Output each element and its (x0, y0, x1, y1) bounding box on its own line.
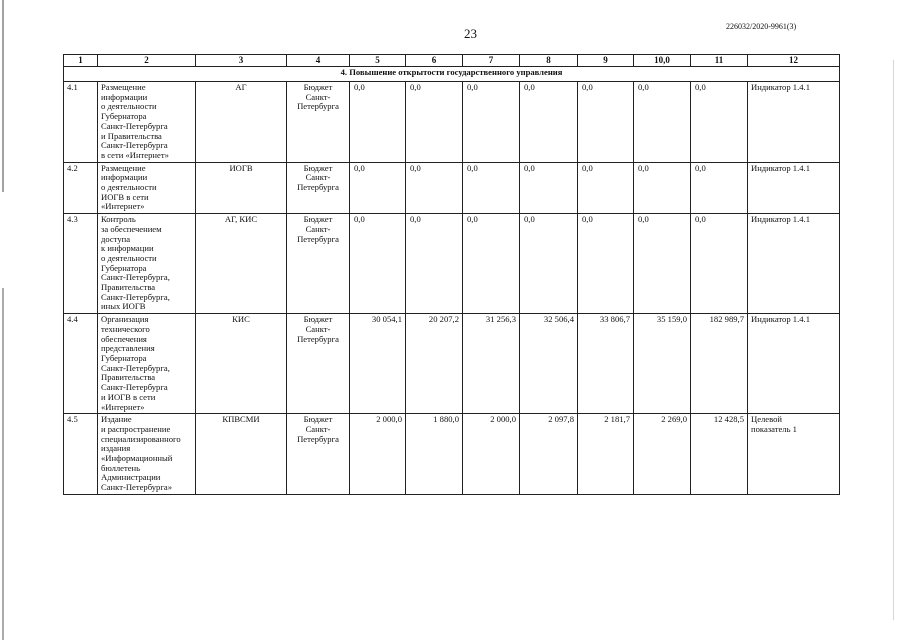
value-cell: 35 159,0 (634, 314, 691, 414)
value-cell: 0,0 (634, 82, 691, 163)
row-number: 4.4 (64, 314, 98, 414)
value-cell: 0,0 (406, 82, 463, 163)
value-cell: 30 054,1 (350, 314, 406, 414)
funding-source-cell: Бюджет Санкт- Петербурга (287, 314, 350, 414)
value-cell: 2 097,8 (520, 414, 578, 495)
value-cell: 0,0 (520, 162, 578, 214)
value-cell: 0,0 (520, 214, 578, 314)
value-cell: 0,0 (463, 162, 520, 214)
activity-name: Издание и распространение специализированного издания «Информационный бюллетень Администрации Санкт-Петербурга» (98, 414, 196, 495)
col-header-2: 2 (98, 55, 196, 67)
section-title: 4. Повышение открытости государственного управления (64, 67, 840, 82)
col-header-1: 1 (64, 55, 98, 67)
row-number: 4.3 (64, 214, 98, 314)
value-cell: 32 506,4 (520, 314, 578, 414)
col-header-11: 11 (691, 55, 748, 67)
indicator-cell: Индикатор 1.4.1 (748, 314, 840, 414)
value-cell: 2 269,0 (634, 414, 691, 495)
value-cell: 20 207,2 (406, 314, 463, 414)
col-header-7: 7 (463, 55, 520, 67)
value-cell: 2 000,0 (463, 414, 520, 495)
activity-name: Организация технического обеспечения представления Губернатора Санкт-Петербурга, Правительства Санкт-Петербурга и ИОГВ в сети «Интернет» (98, 314, 196, 414)
executor-cell: ИОГВ (196, 162, 287, 214)
col-header-8: 8 (520, 55, 578, 67)
value-cell: 0,0 (691, 82, 748, 163)
table-row (64, 314, 840, 414)
value-cell: 0,0 (578, 162, 634, 214)
col-header-3: 3 (196, 55, 287, 67)
activity-name: Контроль за обеспечением доступа к информации о деятельности Губернатора Санкт-Петербурга, Правительства Санкт-Петербурга, иных ИОГВ (98, 214, 196, 314)
value-cell: 0,0 (634, 214, 691, 314)
value-cell: 0,0 (350, 82, 406, 163)
executor-cell: АГ, КИС (196, 214, 287, 314)
value-cell: 182 989,7 (691, 314, 748, 414)
col-header-9: 9 (578, 55, 634, 67)
table-row (64, 414, 840, 495)
col-header-4: 4 (287, 55, 350, 67)
table-row (64, 214, 840, 314)
scan-edge-left (2, 0, 4, 640)
value-cell: 31 256,3 (463, 314, 520, 414)
value-cell: 0,0 (350, 214, 406, 314)
table-row (64, 82, 840, 163)
program-table (63, 54, 840, 495)
value-cell: 0,0 (578, 82, 634, 163)
value-cell: 0,0 (463, 82, 520, 163)
value-cell: 0,0 (634, 162, 691, 214)
indicator-cell: Индикатор 1.4.1 (748, 82, 840, 163)
activity-name: Размещение информации о деятельности ИОГВ в сети «Интернет» (98, 162, 196, 214)
funding-source-cell: Бюджет Санкт- Петербурга (287, 82, 350, 163)
value-cell: 0,0 (691, 214, 748, 314)
value-cell: 0,0 (463, 214, 520, 314)
col-header-12: 12 (748, 55, 840, 67)
scan-edge-right (893, 60, 894, 620)
indicator-cell: Индикатор 1.4.1 (748, 214, 840, 314)
col-header-5: 5 (350, 55, 406, 67)
value-cell: 0,0 (350, 162, 406, 214)
value-cell: 1 880,0 (406, 414, 463, 495)
indicator-cell: Целевой показатель 1 (748, 414, 840, 495)
activity-name: Размещение информации о деятельности Губернатора Санкт-Петербурга и Правительства Санкт-Петербурга в сети «Интернет» (98, 82, 196, 163)
value-cell: 2 181,7 (578, 414, 634, 495)
row-number: 4.2 (64, 162, 98, 214)
row-number: 4.5 (64, 414, 98, 495)
col-header-6: 6 (406, 55, 463, 67)
row-number: 4.1 (64, 82, 98, 163)
section-row (64, 67, 840, 82)
value-cell: 33 806,7 (578, 314, 634, 414)
header-row (64, 55, 840, 67)
value-cell: 0,0 (406, 162, 463, 214)
value-cell: 0,0 (691, 162, 748, 214)
document-code: 226032/2020-9961(3) (726, 22, 797, 31)
value-cell: 2 000,0 (350, 414, 406, 495)
value-cell: 0,0 (578, 214, 634, 314)
executor-cell: КПВСМИ (196, 414, 287, 495)
funding-source-cell: Бюджет Санкт- Петербурга (287, 414, 350, 495)
executor-cell: АГ (196, 82, 287, 163)
indicator-cell: Индикатор 1.4.1 (748, 162, 840, 214)
page-number: 23 (464, 26, 477, 41)
funding-source-cell: Бюджет Санкт- Петербурга (287, 214, 350, 314)
value-cell: 0,0 (520, 82, 578, 163)
funding-source-cell: Бюджет Санкт- Петербурга (287, 162, 350, 214)
value-cell: 0,0 (406, 214, 463, 314)
value-cell: 12 428,5 (691, 414, 748, 495)
table-row (64, 162, 840, 214)
col-header-10: 10,0 (634, 55, 691, 67)
executor-cell: КИС (196, 314, 287, 414)
